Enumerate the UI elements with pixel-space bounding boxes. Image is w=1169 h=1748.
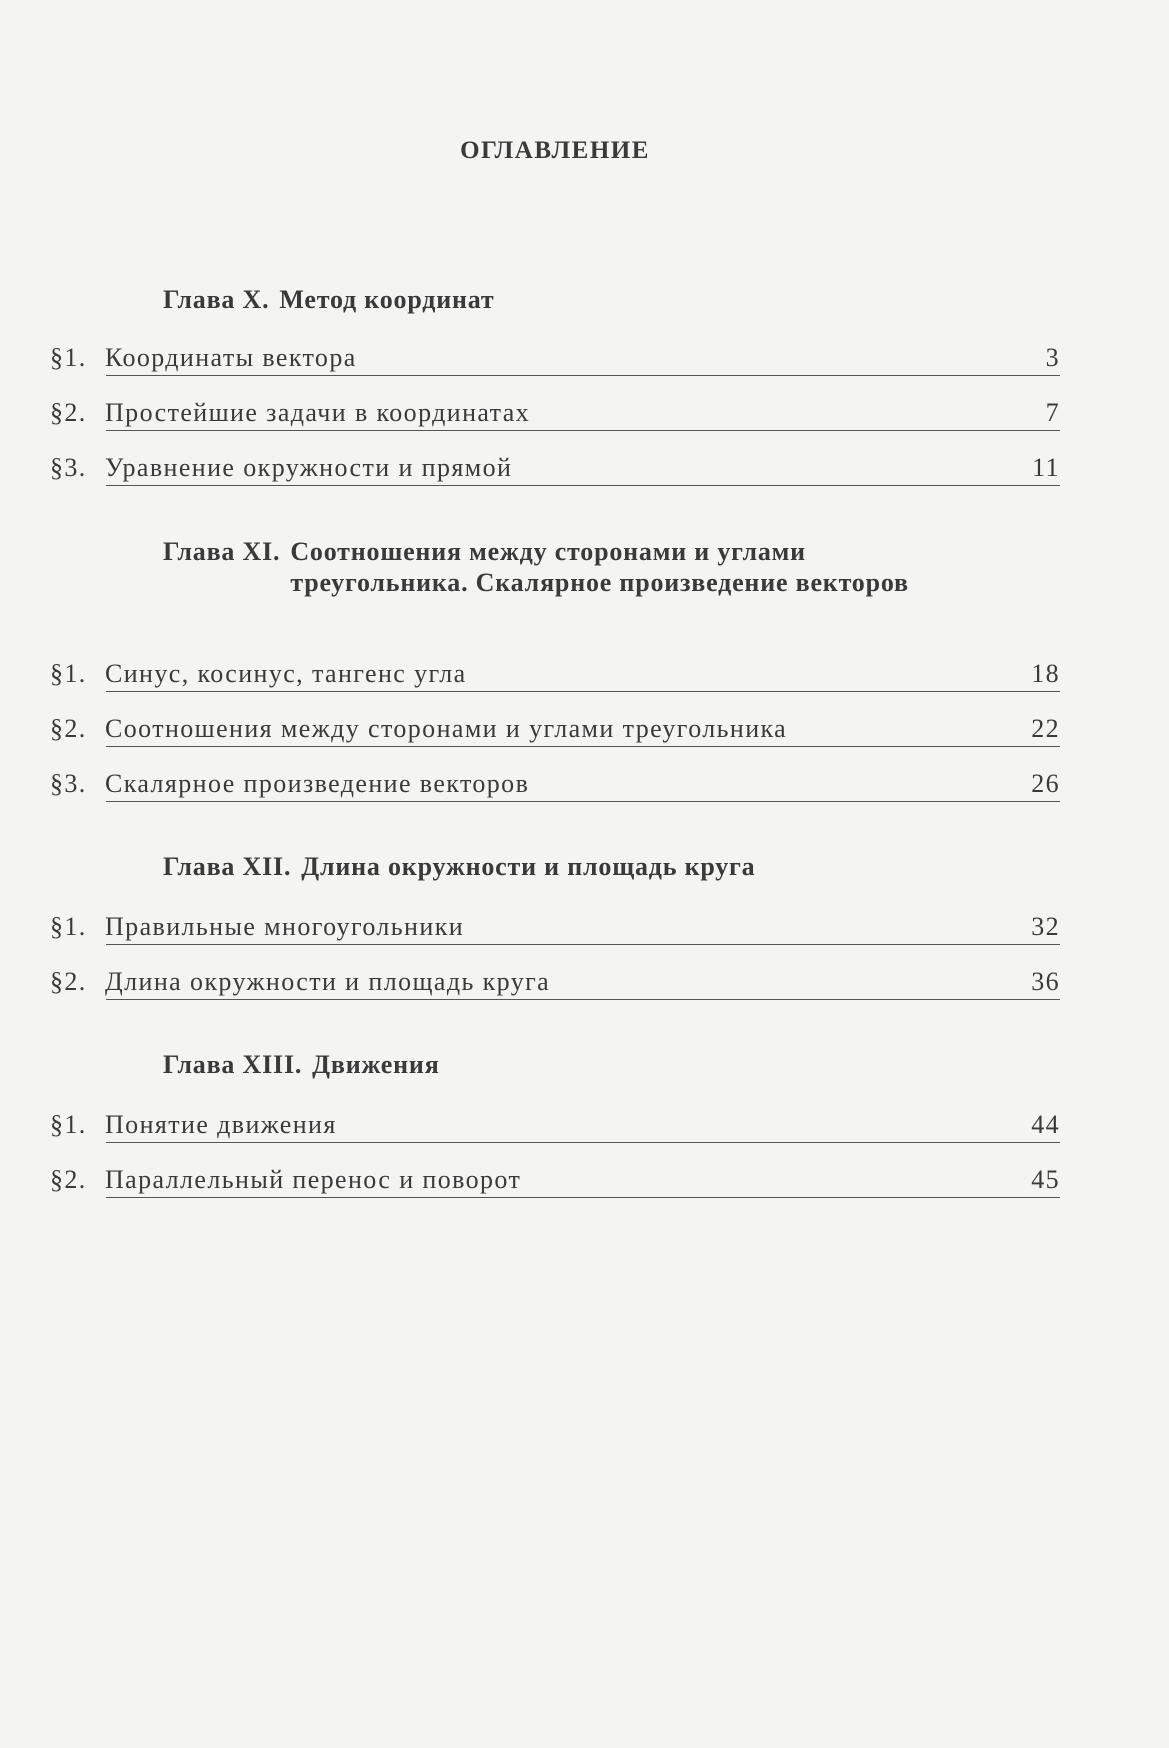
section-title: Простейшие задачи в координатах (105, 398, 531, 427)
chapter-heading-13 (163, 1049, 953, 1080)
section-number: §1. (50, 659, 87, 688)
section-number: §1. (50, 1110, 87, 1139)
section-title: Синус, косинус, тангенс угла (105, 659, 467, 688)
entry-rule (106, 1197, 1060, 1198)
section-title: Скалярное произведение векторов (105, 769, 530, 798)
chapter-name: Соотношения между сторонами и углами треугольника. Скалярное произведение векторов (290, 537, 909, 597)
chapter-heading-11 (163, 536, 953, 598)
chapter-label: Глава XI. (163, 537, 281, 566)
chapter-name: Движения (312, 1050, 440, 1079)
entry-rule (106, 746, 1060, 747)
toc-entry[interactable] (50, 398, 1060, 434)
toc-title: ОГЛАВЛЕНИЕ (460, 137, 650, 164)
chapter-label: Глава XII. (163, 852, 292, 881)
entry-rule (106, 801, 1060, 802)
section-number: §1. (50, 343, 87, 372)
entry-rule (106, 485, 1060, 486)
page-number: 3 (1045, 343, 1060, 372)
page-number: 44 (1031, 1110, 1060, 1139)
page-number: 32 (1031, 912, 1060, 941)
chapter-label: Глава XIII. (163, 1050, 303, 1079)
section-number: §3. (50, 769, 87, 798)
section-title: Уравнение окружности и прямой (105, 453, 513, 482)
toc-entry[interactable] (50, 1110, 1060, 1146)
section-number: §2. (50, 967, 87, 996)
page-number: 26 (1031, 769, 1060, 798)
toc-entry[interactable] (50, 1165, 1060, 1201)
entry-rule (106, 944, 1060, 945)
entry-rule (106, 375, 1060, 376)
page-number: 36 (1031, 967, 1060, 996)
toc-entry[interactable] (50, 453, 1060, 489)
toc-entry[interactable] (50, 967, 1060, 1003)
toc-entry[interactable] (50, 769, 1060, 805)
page-number: 18 (1031, 659, 1060, 688)
page-number: 22 (1031, 714, 1060, 743)
entry-rule (106, 999, 1060, 1000)
page-number: 7 (1045, 398, 1060, 427)
page-number: 11 (1032, 453, 1060, 482)
section-title: Понятие движения (105, 1110, 337, 1139)
section-title: Правильные многоугольники (105, 912, 465, 941)
toc-entry[interactable] (50, 714, 1060, 750)
toc-entry[interactable] (50, 659, 1060, 695)
section-number: §2. (50, 398, 87, 427)
section-number: §2. (50, 1165, 87, 1194)
section-title: Длина окружности и площадь круга (105, 967, 551, 996)
chapter-heading-10 (163, 284, 953, 315)
chapter-name: Метод координат (279, 285, 495, 314)
section-title: Соотношения между сторонами и углами треугольника (105, 714, 788, 743)
section-title: Координаты вектора (105, 343, 357, 372)
chapter-label: Глава X. (163, 285, 270, 314)
section-number: §3. (50, 453, 87, 482)
section-title: Параллельный перенос и поворот (105, 1165, 522, 1194)
page-number: 45 (1031, 1165, 1060, 1194)
chapter-name: Длина окружности и площадь круга (301, 852, 756, 881)
toc-entry[interactable] (50, 912, 1060, 948)
entry-rule (106, 1142, 1060, 1143)
entry-rule (106, 691, 1060, 692)
toc-entry[interactable] (50, 343, 1060, 379)
section-number: §1. (50, 912, 87, 941)
chapter-heading-12 (163, 851, 953, 882)
section-number: §2. (50, 714, 87, 743)
entry-rule (106, 430, 1060, 431)
